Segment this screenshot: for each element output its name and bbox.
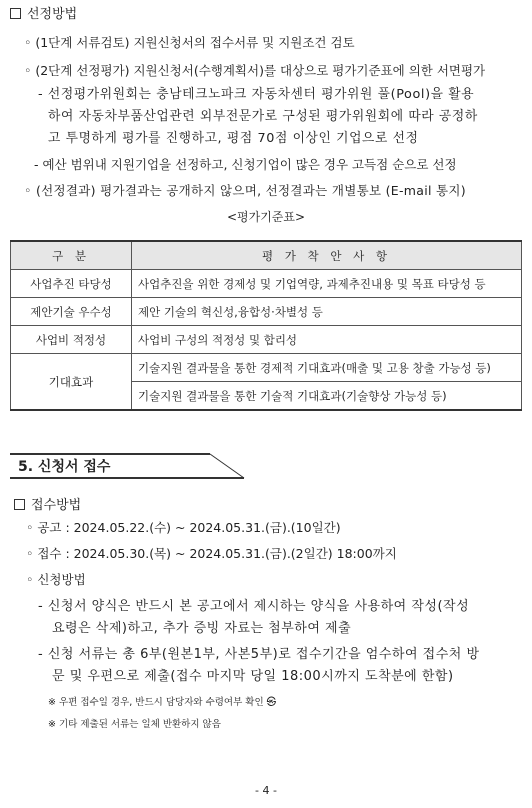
- selection-result: ◦ (선정결과) 평가결과는 공개하지 않으며, 선정결과는 개별통보 (E-mail 통지): [24, 183, 466, 198]
- section-title-bar: [10, 453, 236, 479]
- section-title: 5. 신청서 접수: [18, 459, 111, 475]
- page-number: - 4 -: [255, 784, 277, 797]
- checkbox-square-icon: [10, 8, 21, 19]
- selection-item-2: ◦ (2단계 선정평가) 지원신청서(수행계획서)를 대상으로 평가기준표에 의한 서면평가: [24, 63, 486, 78]
- selection-detail-4: - 예산 범위내 지원기업을 선정하고, 신청기업이 많은 경우 고득점 순으로 선정: [34, 157, 457, 172]
- selection-item-1: ◦ (1단계 서류검토) 지원신청서의 접수서류 및 지원조건 검토: [24, 35, 355, 50]
- selection-detail-1: - 선정평가위원회는 충남테크노파크 자동차센터 평가위원 풀(Pool)을 활용: [38, 87, 475, 102]
- table-cell-desc: 제안 기술의 혁신성,융합성·차별성 등: [132, 298, 522, 326]
- receipt-method-1b: 요령은 삭제)하고, 추가 증빙 자료는 첨부하여 제출: [52, 621, 352, 636]
- criteria-table: [10, 240, 522, 411]
- table-cell-category: 제안기술 우수성: [11, 298, 132, 326]
- selection-detail-3: 고 투명하게 평가를 진행하고, 평점 70점 이상인 기업으로 선정: [48, 131, 419, 146]
- receipt-method-1a: - 신청서 양식은 반드시 본 공고에서 제시하는 양식을 사용하여 작성(작성: [38, 599, 470, 614]
- table-row: [11, 326, 522, 354]
- table-header-desc: 평 가 착 안 사 항: [132, 241, 522, 270]
- table-row: [11, 270, 522, 298]
- table-cell-desc: 기술지원 결과물을 통한 경제적 기대효과(매출 및 고용 창출 가능성 등): [132, 354, 522, 382]
- table-header-category: 구 분: [11, 241, 132, 270]
- table-cell-category: 사업비 적정성: [11, 326, 132, 354]
- table-cell-desc: 사업비 구성의 적정성 및 합리성: [132, 326, 522, 354]
- receipt-note-2: ※ 기타 제출된 서류는 일체 반환하지 않음: [48, 719, 221, 730]
- receipt-notice-period: ◦ 공고 : 2024.05.22.(수) ~ 2024.05.31.(금).(10일간): [26, 520, 341, 535]
- receipt-method-2a: - 신청 서류는 총 6부(원본1부, 사본5부)로 접수기간을 엄수하여 접수처 방: [38, 647, 480, 662]
- table-cell-category: 사업추진 타당성: [11, 270, 132, 298]
- table-header-row: [11, 241, 522, 270]
- table-cell-desc: 사업추진을 위한 경제성 및 기업역량, 과제추진내용 및 목표 타당성 등: [132, 270, 522, 298]
- receipt-application-period: ◦ 접수 : 2024.05.30.(목) ~ 2024.05.31.(금).(2일간) 18:00까지: [26, 546, 397, 561]
- selection-detail-2: 하여 자동차부품산업관련 외부전문가로 구성된 평가위원회에 따라 공정하: [48, 109, 478, 124]
- table-cell-desc: 기술지원 결과물을 통한 기술적 기대효과(기술향상 가능성 등): [132, 382, 522, 411]
- receipt-note-1: ※ 우편 접수일 경우, 반드시 담당자와 수령여부 확인 ㉿: [48, 697, 277, 708]
- table-row: [11, 298, 522, 326]
- receipt-method-label: ◦ 신청방법: [26, 572, 86, 587]
- table-caption: <평가기준표>: [226, 210, 306, 224]
- receipt-heading: 접수방법: [14, 497, 81, 515]
- checkbox-square-icon: [14, 499, 25, 510]
- receipt-method-2b: 문 및 우편으로 제출(접수 마지막 당일 18:00시까지 도착분에 한함): [52, 669, 454, 684]
- selection-heading: 선정방법: [10, 6, 77, 24]
- table-cell-category: 기대효과: [11, 354, 132, 411]
- table-row: [11, 354, 522, 382]
